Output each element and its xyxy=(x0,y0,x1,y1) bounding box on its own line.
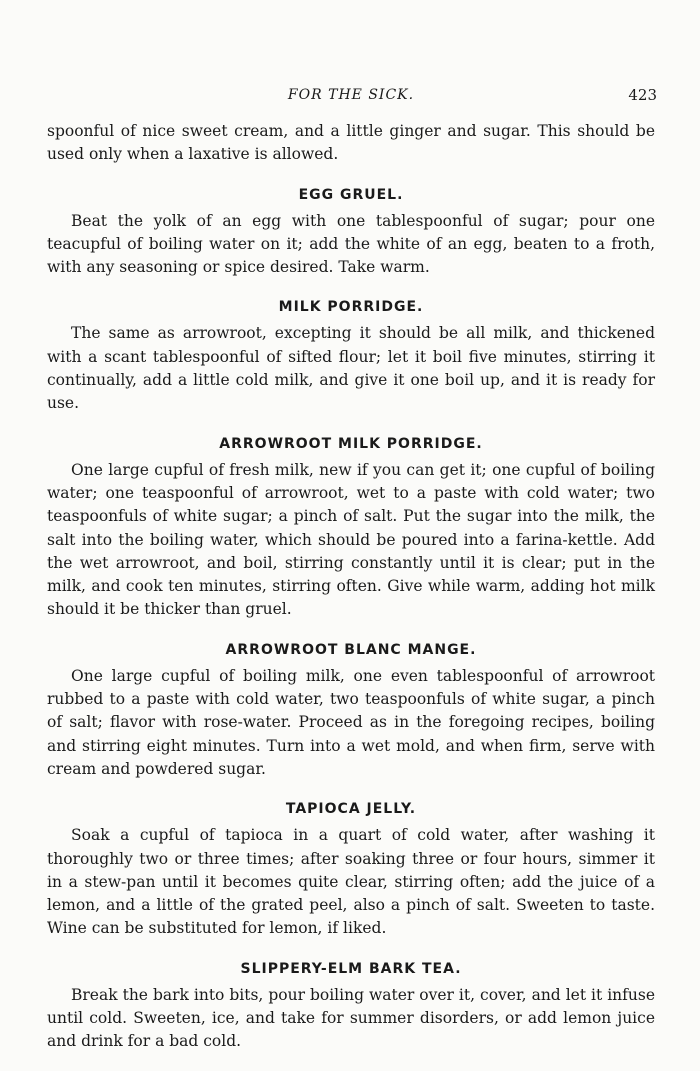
recipe-text-egg-gruel: Beat the yolk of an egg with one tablespoonful of sugar; pour one teacupful of boiling water on it; add the white of an egg, beaten to a froth, with any seasoning or spice desired. Take warm. xyxy=(47,211,655,277)
continuation-paragraph: spoonful of nice sweet cream, and a little ginger and sugar. This should be used only when a laxative is allowed. xyxy=(47,122,655,164)
book-page xyxy=(47,78,655,1054)
recipe-title-tapioca-jelly: TAPIOCA JELLY. xyxy=(285,801,417,818)
recipe-text-arrowroot-blanc-mange: One large cupful of boiling milk, one even tablespoonful of arrowroot rubbed to a paste with cold water, two teaspoonfuls of white sugar, a pinch of salt; flavor with rose-water. Proceed as in the foregoing recipes, boiling and stirring eight minutes. Turn into a wet mold, and when firm, serve with cream and powdered sugar. xyxy=(47,666,655,778)
recipe-title-egg-gruel: EGG GRUEL. xyxy=(298,186,404,203)
running-title: FOR THE SICK. xyxy=(287,87,415,103)
recipe-title-milk-porridge: MILK PORRIDGE. xyxy=(278,299,424,316)
page-number: 423 xyxy=(628,86,657,104)
running-head xyxy=(47,78,655,106)
recipe-title-slippery-elm-bark-tea: SLIPPERY-ELM BARK TEA. xyxy=(240,960,462,977)
recipe-title-arrowroot-blanc-mange: ARROWROOT BLANC MANGE. xyxy=(225,641,477,658)
recipe-text-slippery-elm-bark-tea: Break the bark into bits, pour boiling water over it, cover, and let it infuse until cold. Sweeten, ice, and take for summer disorders, or add lemon juice and drink for a bad cold. xyxy=(47,985,655,1051)
recipe-title-arrowroot-milk-porridge: ARROWROOT MILK PORRIDGE. xyxy=(219,435,483,452)
recipe-text-tapioca-jelly: Soak a cupful of tapioca in a quart of cold water, after washing it thoroughly two or three times; after soaking three or four hours, simmer it in a stew-pan until it becomes quite clear, stirring often; add the juice of a lemon, and a little of the grated peel, also a pinch of salt. Sweeten to taste. Wine can be substituted for lemon, if liked. xyxy=(47,826,655,938)
recipe-text-arrowroot-milk-porridge: One large cupful of fresh milk, new if you can get it; one cupful of boiling water; one teaspoonful of arrowroot, wet to a paste with cold water; two teaspoonfuls of white sugar; a pinch of salt. Put the sugar into the milk, the salt into the boiling water, which should be poured into a farina-kettle. Add the wet arrowroot, and boil, stirring constantly until it is clear; put in the milk, and cook ten minutes, stirring often. Give while warm, adding hot milk should it be thicker than gruel. xyxy=(47,460,655,619)
recipe-text-milk-porridge: The same as arrowroot, excepting it should be all milk, and thickened with a scant tablespoonful of sifted flour; let it boil five minutes, stirring it continually, add a little cold milk, and give it one boil up, and it is ready for use. xyxy=(47,324,655,413)
